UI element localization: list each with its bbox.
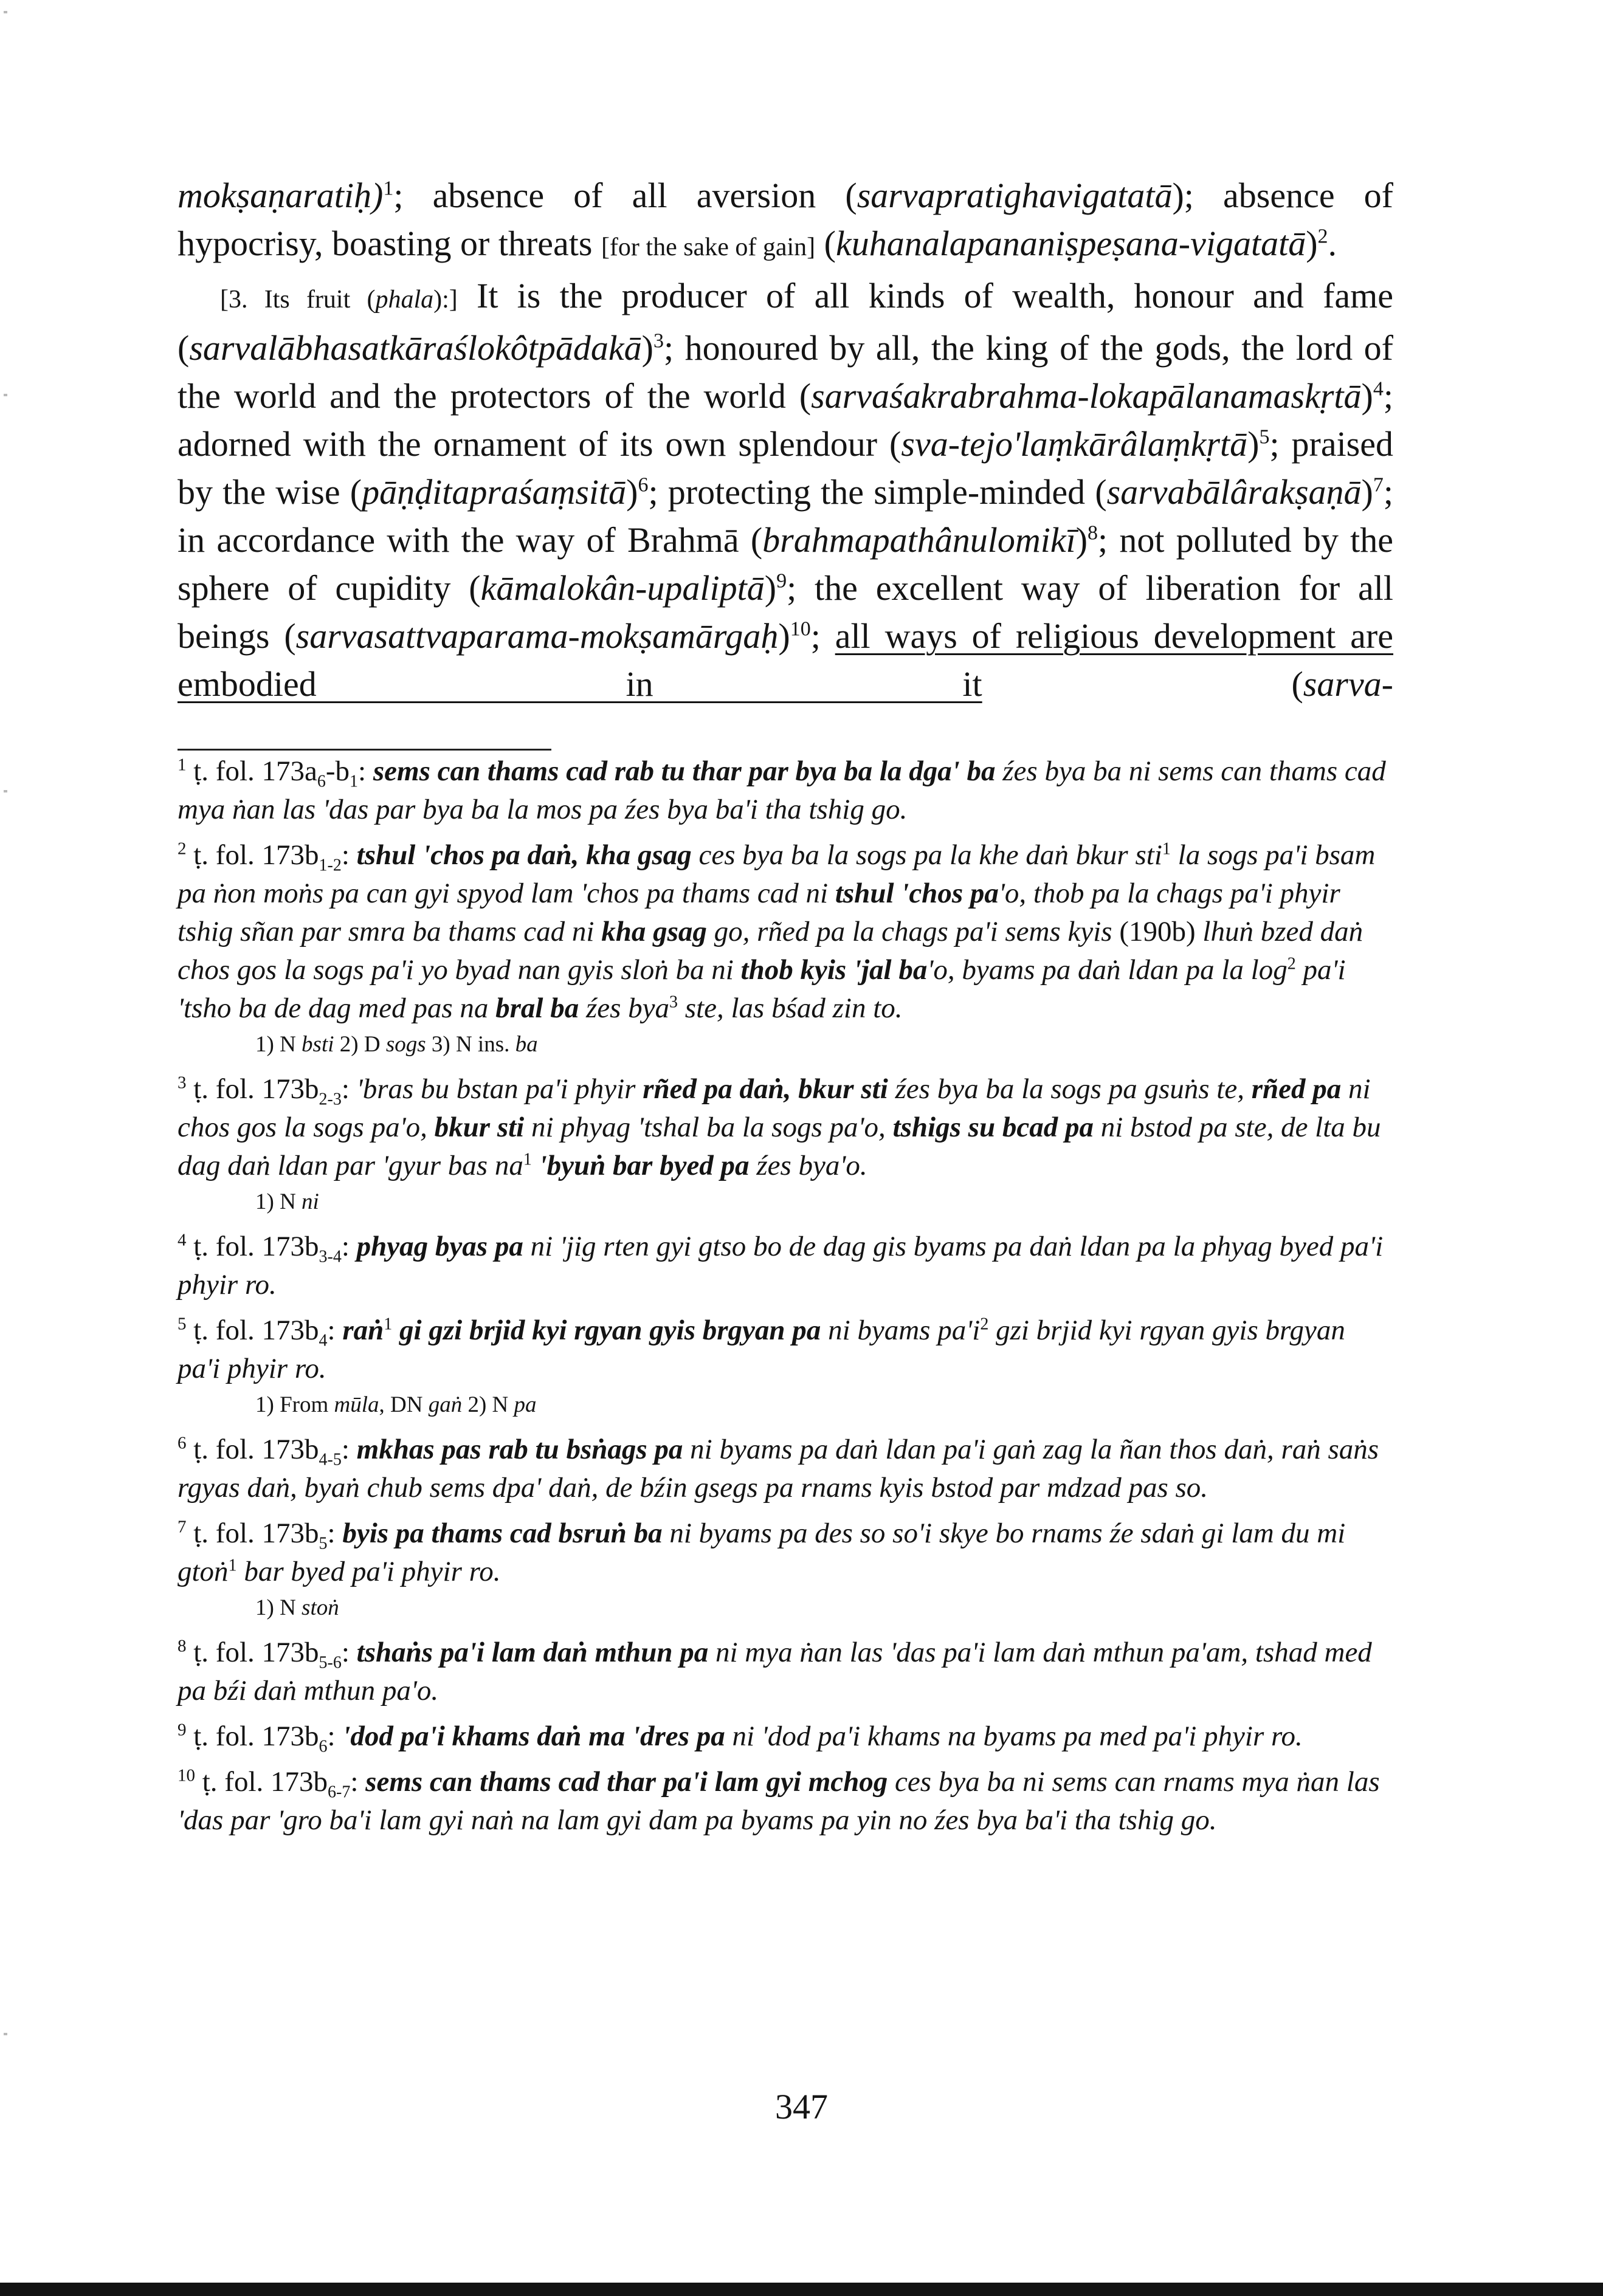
footnote-4: $^4$ ṭ. fol. $173b_{3-4}$: phyag byas pa ni 'jig rten gyi gtso bo de dag gis byams pa daṅ ldan pa la phyag byed pa'i phyir ro. — [178, 1230, 1384, 1301]
footnote-rule — [178, 749, 551, 751]
scan-edge-bar — [0, 2283, 1603, 2296]
edge-mark — [4, 394, 7, 396]
variant-readings-2: 1) N bsti 2) D sogs 3) N ins. ba — [255, 1032, 538, 1057]
footnote-8: $^8$ ṭ. fol. $173b_{5-6}$: tshaṅs pa'i lam daṅ mthun pa ni mya ṅan las 'das pa'i lam daṅ mthun pa'am, tshad med pa bźi daṅ mthun pa'o. — [178, 1636, 1372, 1707]
footnote-10: $^{10}$ ṭ. fol. $173b_{6-7}$: sems can thams cad thar pa'i lam gyi mchog ces bya ba ni sems can rnams mya ṅan las 'das par 'gro ba'i lam gyi naṅ na lam gyi dam pa byams pa yin no źes bya ba'i tha tshig go. — [178, 1765, 1380, 1836]
footnotes — [178, 752, 1393, 1847]
edge-mark — [4, 11, 7, 13]
footnote-6: $^6$ ṭ. fol. $173b_{4-5}$: mkhas pas rab tu bsṅags pa ni byams pa daṅ ldan pa'i gaṅ zag la ñan thos daṅ, raṅ saṅs rgyas daṅ, byaṅ chub sems dpa' daṅ, de bźin gsegs pa rnams kyis bstod par mdzad pas so. — [178, 1433, 1379, 1504]
edge-mark — [4, 790, 7, 792]
paragraph-1: mokṣaṇaratiḥ)$^1$; absence of all aversion (sarvapratighavigatatā); absence of hypocrisy, boasting or threats [for the sake of gain] (kuhanalapananiṣpeṣana-vigatatā)$^2$. — [178, 176, 1393, 263]
footnote-7: $^7$ ṭ. fol. $173b_5$: byis pa thams cad bsruṅ ba ni byams pa des so so'i skye bo rnams źe sdaṅ gi lam du mi gtoṅ$^1$ bar byed pa'i phyir ro. — [178, 1517, 1346, 1587]
paragraph-2: [3. Its fruit (phala):] It is the producer of all kinds of wealth, honour and fame (sarvalābhasatkāraślokôtpādakā)$^3$; honoured by all, the king of the gods, the lord of the world and the protectors of the world (sarvaśakrabrahma-lokapālanamaskṛtā)$^4$; adorned with the ornament of its own splendour (sva-tejo'laṃkārâlaṃkṛtā)$^5$; praised by the wise (pāṇḍitapraśaṃsitā)$^6$; protecting the simple-minded (sarvabālârakṣaṇā)$^7$; in accordance with the way of Brahmā (brahmapathânulomikī)$^8$; not polluted by the sphere of cupidity (kāmalokân-upaliptā)$^9$; the excellent way of liberation for all beings (sarvasattvaparama-mokṣamārgaḥ)$^{10}$; all ways of religious development are embodied in it (sarva- — [178, 276, 1393, 704]
footnote-5: $^5$ ṭ. fol. $173b_4$: raṅ$^1$ gi gzi brjid kyi rgyan gyis brgyan pa ni byams $pa'i^2$ gzi brjid kyi rgyan gyis brgyan pa'i phyir ro. — [178, 1314, 1345, 1384]
footnote-2: $^2$ ṭ. fol. $173b_{1-2}$: tshul 'chos pa daṅ, kha gsag ces bya ba la sogs pa la khe daṅ bkur sti$^1$ la sogs pa'i bsam pa ṅon moṅs pa can gyi spyod lam 'chos pa thams cad ni tshul 'chos pa'o, thob pa la chags pa'i phyir tshig sñan par smra ba thams cad ni kha gsag go, rñed pa la chags pa'i sems kyis (190b) lhuṅ bzed daṅ chos gos la sogs pa'i yo byad nan gyis sloṅ ba ni thob kyis 'jal ba'o, byams pa daṅ ldan pa la $\log^2 pa'i$ 'tsho ba de dag med pas na bral ba źes bya$^3$ ste, las bśad zin to. — [178, 839, 1376, 1024]
variant-readings-7: 1) N stoṅ — [255, 1595, 339, 1620]
variant-readings-3: 1) N ni — [255, 1189, 319, 1214]
main-text — [178, 171, 1393, 708]
footnote-1: $^1$ ṭ. fol. $173a_6-b_1$: sems can thams cad rab tu thar par bya ba la dga' ba źes bya ba ni sems can thams cad mya ṅan las 'das par bya ba la mos pa źes bya ba'i tha tshig go. — [178, 755, 1386, 825]
variant-readings-5: 1) From mūla, DN gaṅ 2) N pa — [255, 1392, 537, 1417]
footnote-9: $^9$ ṭ. fol. $173b_6$: 'dod pa'i khams daṅ ma 'dres pa ni 'dod pa'i khams na byams pa med pa'i phyir ro. — [178, 1720, 1303, 1756]
footnote-3: $^3$ ṭ. fol. $173b_{2-3}$: 'bras bu bstan pa'i phyir rñed pa daṅ, bkur sti źes bya ba la sogs pa gsuṅs te, rñed pa ni chos gos la sogs pa'o, bkur sti ni phyag 'tshal ba la sogs pa'o, tshigs su bcad pa ni bstod pa ste, de lta bu dag daṅ ldan par 'gyur bas $na^1$ 'byuṅ bar byed pa źes bya'o. — [178, 1073, 1381, 1181]
page-number: 347 — [775, 2087, 828, 2126]
edge-mark — [4, 2033, 7, 2035]
